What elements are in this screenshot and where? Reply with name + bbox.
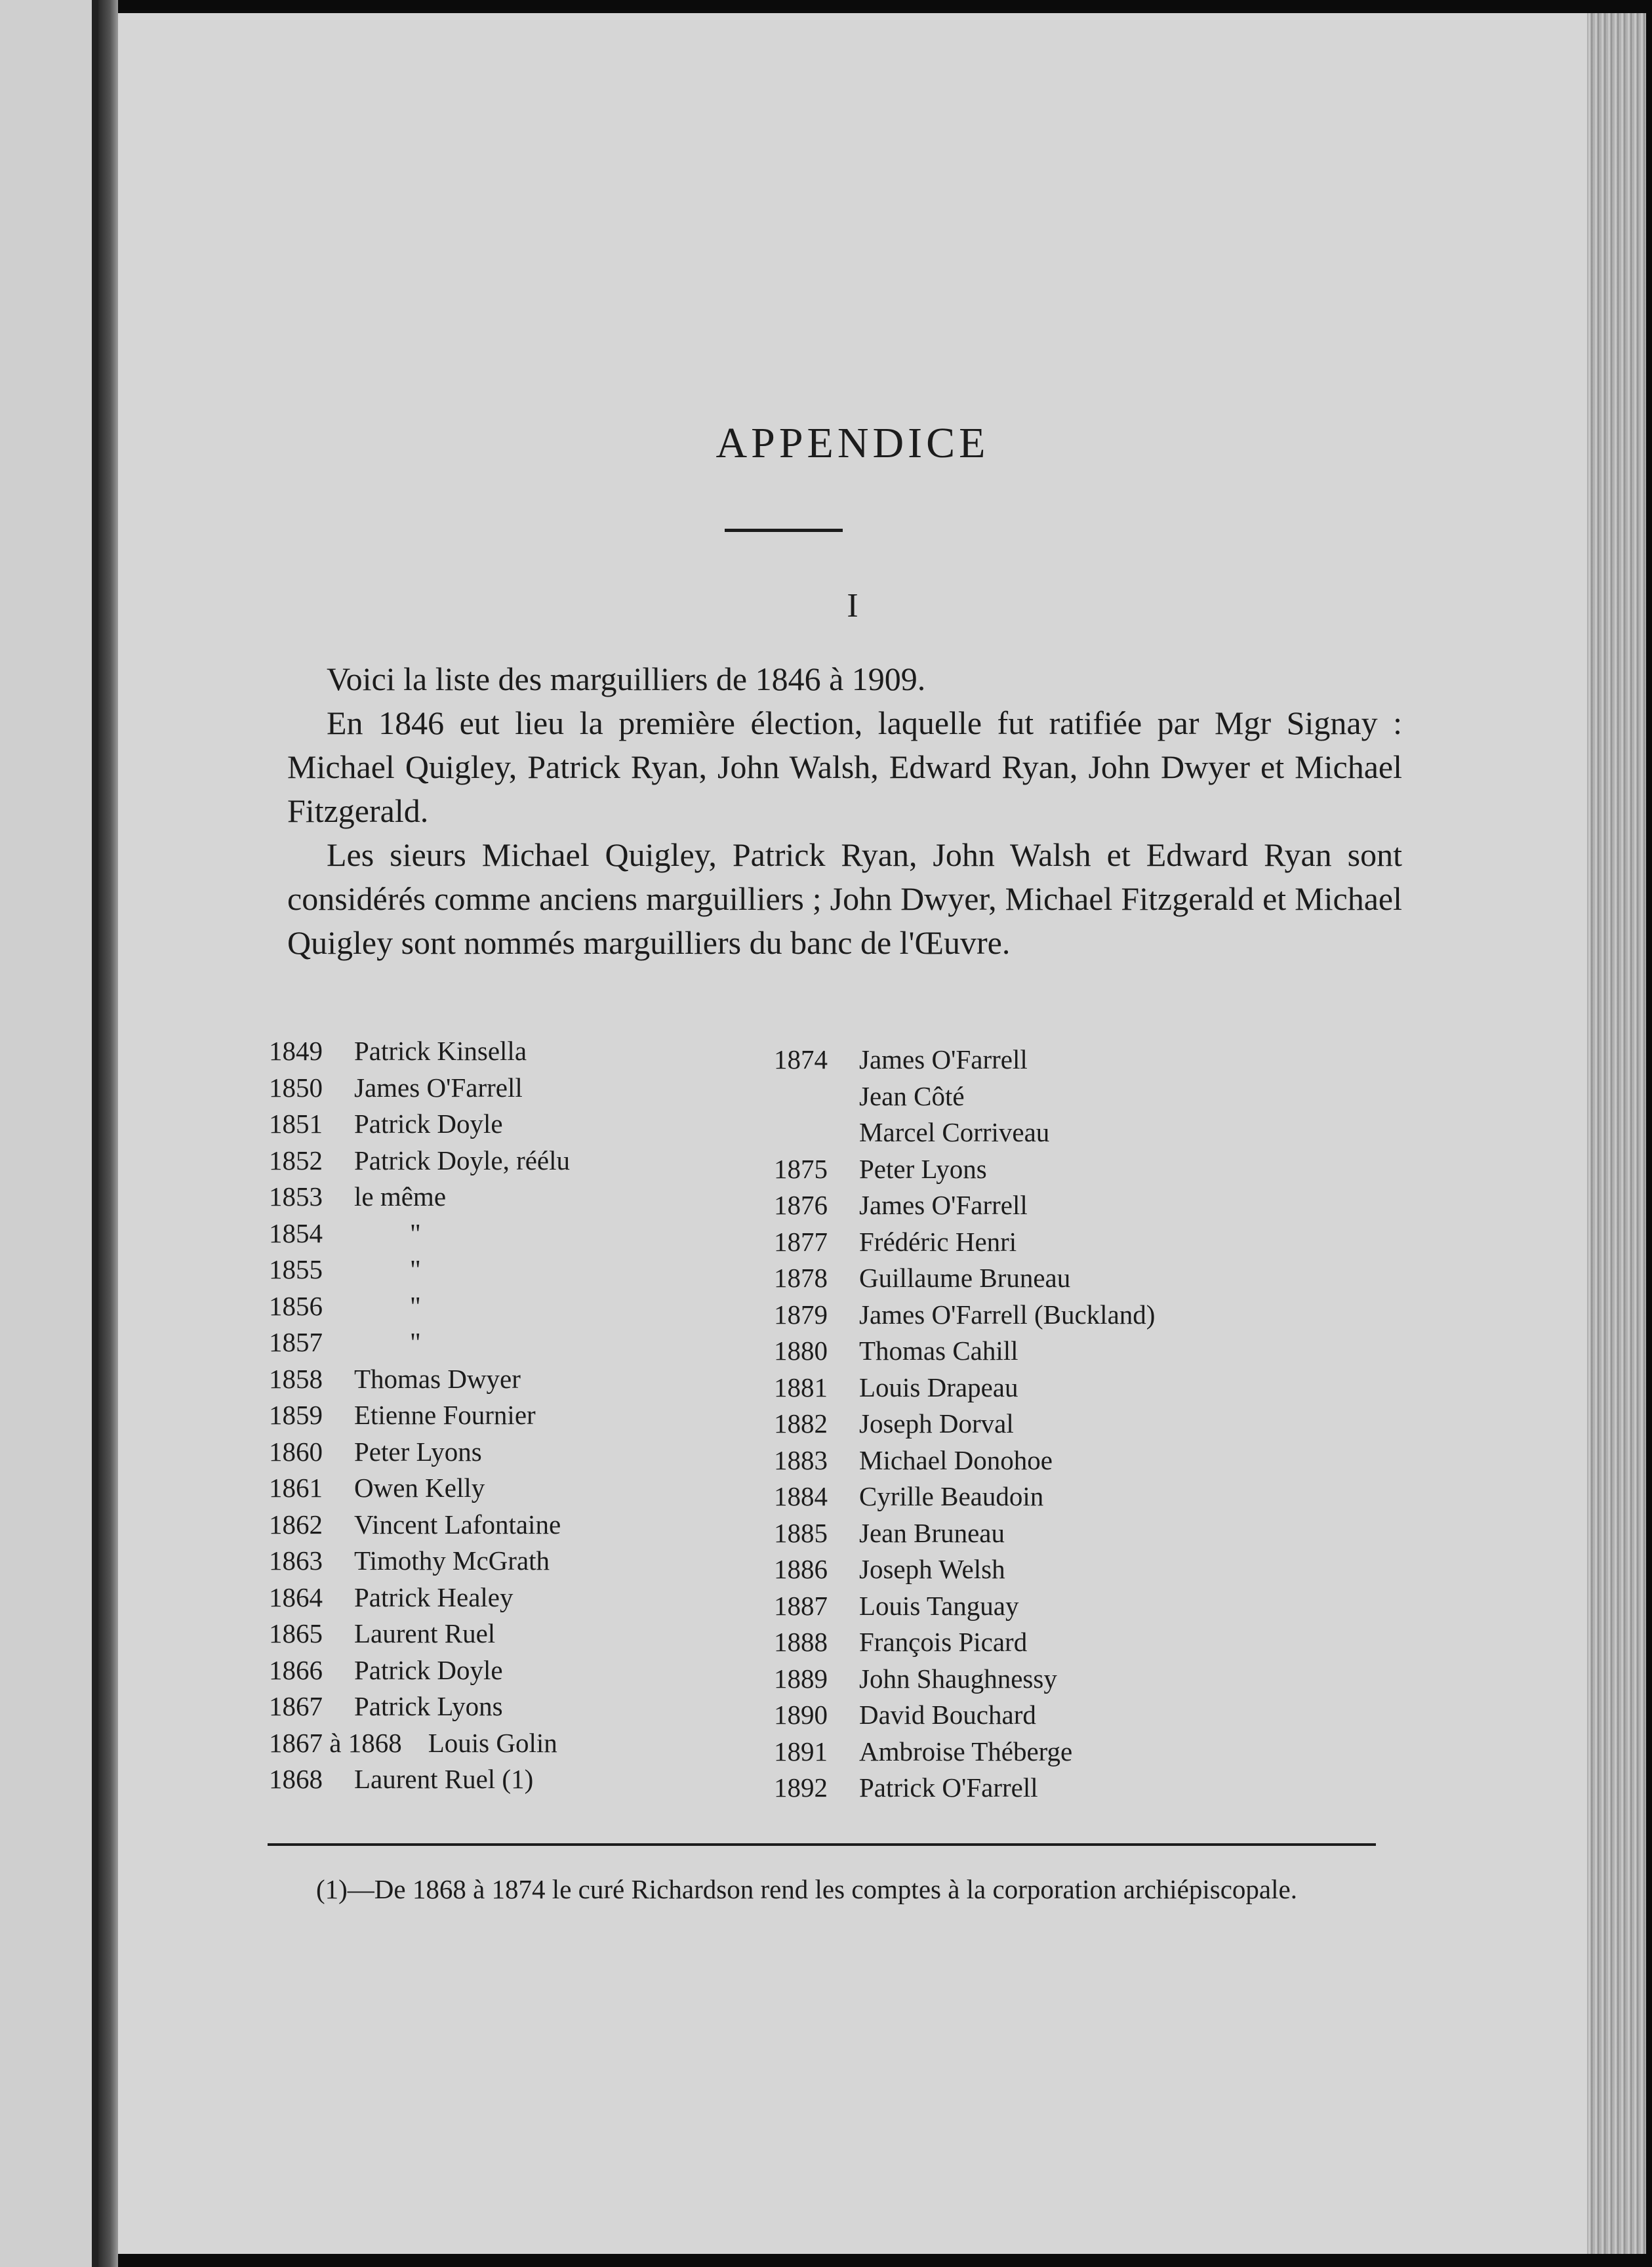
- list-item: [269, 1106, 570, 1143]
- list-name: David Bouchard: [859, 1700, 1036, 1730]
- list-year: [774, 1078, 859, 1115]
- list-item: [774, 1770, 1155, 1807]
- list-year: 1860: [269, 1436, 323, 1467]
- left-page-border: [92, 0, 98, 2267]
- list-name: Joseph Dorval: [859, 1408, 1014, 1439]
- list-name: Patrick Doyle, réélu: [354, 1145, 571, 1175]
- list-name: James O'Farrell: [354, 1072, 523, 1103]
- list-year: 1852: [269, 1145, 323, 1175]
- list-year: 1883: [774, 1444, 828, 1475]
- list-name: Laurent Ruel (1): [354, 1764, 534, 1794]
- list-year: 1857: [269, 1327, 323, 1357]
- list-year: 1875: [774, 1153, 828, 1184]
- list-name: Patrick Lyons: [354, 1691, 503, 1721]
- list-year: 1890: [774, 1700, 828, 1730]
- list-item: [269, 1688, 570, 1725]
- list-year: 1892: [774, 1772, 828, 1803]
- list-item: [774, 1515, 1155, 1552]
- list-year: 1885: [774, 1517, 828, 1548]
- footnote-rule: [268, 1843, 1376, 1846]
- list-name: Louis Golin: [428, 1727, 557, 1758]
- list-name: James O'Farrell: [859, 1044, 1028, 1074]
- list-name: Ambroise Théberge: [859, 1736, 1073, 1767]
- section-number: I: [847, 587, 858, 624]
- footnote: (1)—De 1868 à 1874 le curé Richardson rend les comptes à la corporation archiépiscopale.: [316, 1874, 1297, 1904]
- list-year: 1865: [269, 1618, 323, 1648]
- list-item: [269, 1580, 570, 1616]
- list-name: Owen Kelly: [354, 1473, 485, 1503]
- election-paragraph: En 1846 eut lieu la première élection, laquelle fut ratifiée par Mgr Signay : Michael Quigley, Patrick Ryan, John Walsh, Edward Ryan, John Dwyer et Michael Fitzgerald.: [287, 705, 1402, 829]
- list-name: James O'Farrell: [859, 1190, 1028, 1220]
- list-year: 1867: [269, 1691, 323, 1721]
- list-year: 1877: [774, 1226, 828, 1257]
- list-item: [269, 1033, 570, 1070]
- list-item: [774, 1551, 1155, 1588]
- list-item: [269, 1616, 570, 1652]
- list-item: [774, 1187, 1155, 1224]
- right-wardens-list: [774, 1042, 1155, 1807]
- list-item: [269, 1397, 570, 1434]
- list-name: Jean Bruneau: [859, 1517, 1005, 1548]
- left-page-edge: [0, 0, 98, 2267]
- list-item: [269, 1143, 570, 1179]
- list-year: 1880: [774, 1336, 828, 1366]
- list-item: [774, 1370, 1155, 1406]
- list-name: François Picard: [859, 1627, 1028, 1657]
- list-year: 1884: [774, 1481, 828, 1511]
- list-name: Joseph Welsh: [859, 1554, 1005, 1584]
- list-item: [269, 1761, 570, 1798]
- list-item: [774, 1588, 1155, 1625]
- list-item: [774, 1260, 1155, 1297]
- list-name: John Shaughnessy: [859, 1663, 1057, 1694]
- ditto-mark: ": [410, 1217, 421, 1248]
- page-title: APPENDICE: [715, 419, 990, 467]
- ditto-mark: ": [410, 1290, 421, 1321]
- list-name: Michael Donohoe: [859, 1444, 1053, 1475]
- list-item: [269, 1252, 570, 1288]
- list-year: 1867 à 1868: [269, 1727, 402, 1758]
- list-name: Frédéric Henri: [859, 1226, 1017, 1257]
- list-name: Louis Drapeau: [859, 1372, 1018, 1402]
- list-year: 1864: [269, 1582, 323, 1612]
- list-year: 1874: [774, 1044, 828, 1074]
- list-item: [269, 1434, 570, 1471]
- list-item: [774, 1479, 1155, 1515]
- list-item: [269, 1215, 570, 1252]
- list-item: [269, 1179, 570, 1215]
- list-year: 1859: [269, 1400, 323, 1430]
- book-page: [118, 13, 1587, 2254]
- list-year: 1876: [774, 1190, 828, 1220]
- list-item: [269, 1288, 570, 1325]
- list-item: [269, 1725, 570, 1762]
- list-year: 1861: [269, 1473, 323, 1503]
- ditto-mark: ": [410, 1327, 421, 1357]
- list-year: 1866: [269, 1654, 323, 1685]
- list-year: 1888: [774, 1627, 828, 1657]
- list-item: [269, 1361, 570, 1398]
- list-name: Timothy McGrath: [354, 1545, 550, 1576]
- list-name: James O'Farrell (Buckland): [859, 1299, 1156, 1330]
- list-year: 1887: [774, 1590, 828, 1621]
- list-year: 1851: [269, 1109, 323, 1139]
- list-name: Patrick Doyle: [354, 1654, 503, 1685]
- list-item: [269, 1652, 570, 1689]
- list-item: [774, 1661, 1155, 1698]
- list-name: le même: [354, 1181, 447, 1212]
- list-item: [774, 1151, 1155, 1188]
- left-wardens-list: [269, 1033, 570, 1798]
- list-year: 1881: [774, 1372, 828, 1402]
- list-year: 1868: [269, 1764, 323, 1794]
- list-year: 1863: [269, 1545, 323, 1576]
- list-name: Vincent Lafontaine: [354, 1509, 561, 1540]
- list-item: [269, 1070, 570, 1107]
- list-year: 1849: [269, 1036, 323, 1066]
- list-name: Patrick Kinsella: [354, 1036, 527, 1066]
- intro-paragraph: Voici la liste des marguilliers de 1846 à 1909.: [327, 661, 926, 697]
- list-item: [774, 1406, 1155, 1442]
- list-item: [774, 1114, 1155, 1151]
- list-year: 1854: [269, 1217, 323, 1248]
- list-item: [774, 1297, 1155, 1334]
- list-name: Peter Lyons: [859, 1153, 987, 1184]
- list-name: Patrick Healey: [354, 1582, 514, 1612]
- list-year: 1850: [269, 1072, 323, 1103]
- list-item: [774, 1042, 1155, 1078]
- list-name: Peter Lyons: [354, 1436, 482, 1467]
- list-name: Etienne Fournier: [354, 1400, 536, 1430]
- list-name: Thomas Cahill: [859, 1336, 1018, 1366]
- roles-paragraph: Les sieurs Michael Quigley, Patrick Ryan, John Walsh et Edward Ryan sont considérés comme anciens marguilliers ; John Dwyer, Michael Fitzgerald et Michael Quigley sont nommés marguilliers du banc de l'Œuvre.: [287, 836, 1402, 961]
- list-name: Louis Tanguay: [859, 1590, 1019, 1621]
- list-item: [269, 1324, 570, 1361]
- list-item: [774, 1224, 1155, 1261]
- list-year: 1882: [774, 1408, 828, 1439]
- list-name: Marcel Corriveau: [859, 1117, 1050, 1147]
- list-year: 1856: [269, 1290, 323, 1321]
- list-year: 1878: [774, 1263, 828, 1293]
- list-item: [774, 1442, 1155, 1479]
- list-year: [774, 1114, 859, 1151]
- ditto-mark: ": [410, 1254, 421, 1284]
- list-year: 1889: [774, 1663, 828, 1694]
- list-name: Cyrille Beaudoin: [859, 1481, 1044, 1511]
- book-gutter: [98, 0, 118, 2267]
- list-name: Thomas Dwyer: [354, 1363, 521, 1394]
- title-rule: [725, 529, 843, 532]
- list-item: [269, 1543, 570, 1580]
- list-item: [774, 1078, 1155, 1115]
- list-year: 1858: [269, 1363, 323, 1394]
- list-year: 1886: [774, 1554, 828, 1584]
- list-name: Jean Côté: [859, 1080, 965, 1111]
- list-name: Laurent Ruel: [354, 1618, 496, 1648]
- list-item: [774, 1624, 1155, 1661]
- list-item: [774, 1697, 1155, 1734]
- list-year: 1891: [774, 1736, 828, 1767]
- list-year: 1862: [269, 1509, 323, 1540]
- list-name: Guillaume Bruneau: [859, 1263, 1071, 1293]
- list-name: Patrick O'Farrell: [859, 1772, 1038, 1803]
- list-item: [774, 1333, 1155, 1370]
- list-year: 1879: [774, 1299, 828, 1330]
- list-name: Patrick Doyle: [354, 1109, 503, 1139]
- page-stack-edge: [1587, 13, 1646, 2254]
- list-item: [774, 1734, 1155, 1770]
- list-year: 1855: [269, 1254, 323, 1284]
- list-year: 1853: [269, 1181, 323, 1212]
- list-item: [269, 1507, 570, 1543]
- list-item: [269, 1470, 570, 1507]
